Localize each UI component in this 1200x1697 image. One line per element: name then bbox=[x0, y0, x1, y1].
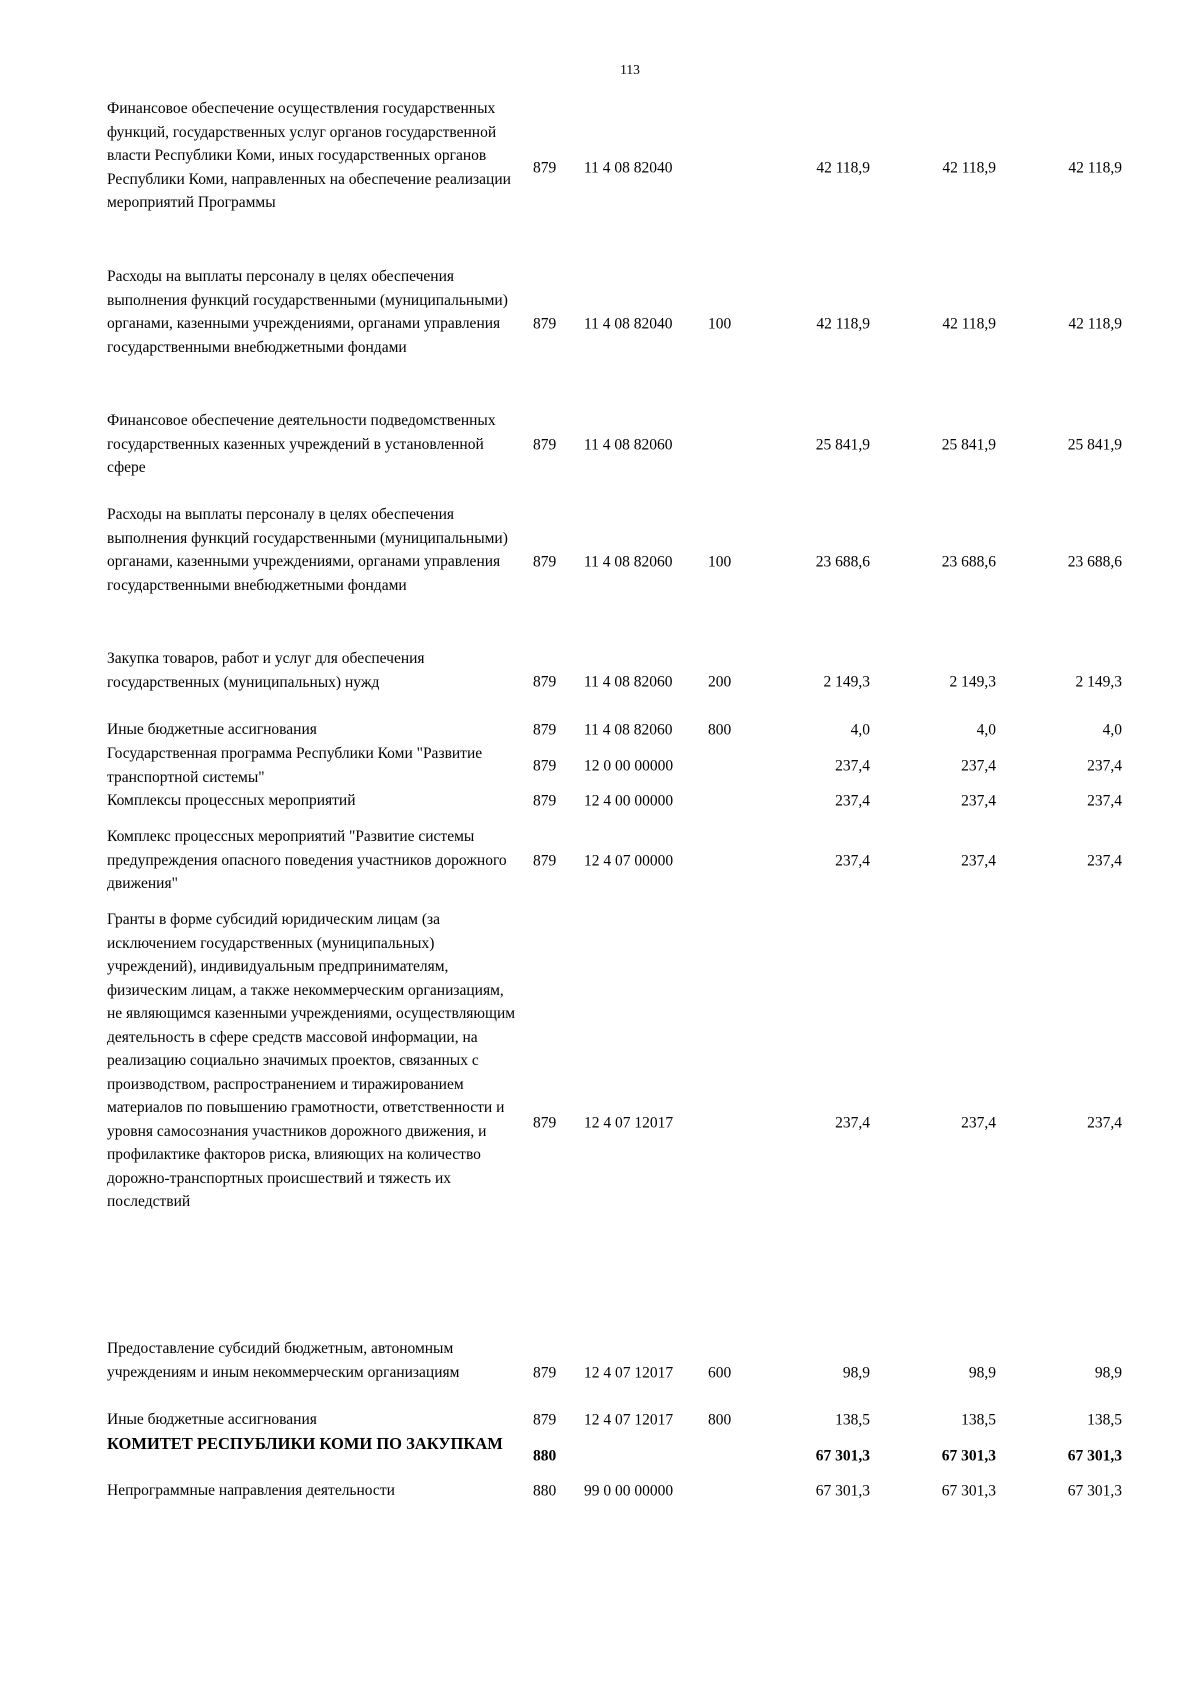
row-expense-type: 100 bbox=[708, 315, 732, 333]
table-row bbox=[0, 1408, 1200, 1432]
row-expense-type: 200 bbox=[708, 673, 732, 691]
table-row-department bbox=[0, 1432, 1200, 1479]
row-value-3: 67 301,3 bbox=[1067, 1446, 1122, 1464]
row-target-article: 11 4 08 82060 bbox=[584, 435, 673, 453]
table-row bbox=[0, 1479, 1200, 1503]
row-value-2: 98,9 bbox=[968, 1363, 996, 1381]
row-value-3: 25 841,9 bbox=[1067, 435, 1122, 453]
row-code: 879 bbox=[533, 792, 557, 810]
row-target-article: 12 4 07 12017 bbox=[584, 1114, 674, 1132]
row-description: Иные бюджетные ассигнования bbox=[107, 721, 317, 738]
row-description: Иные бюджетные ассигнования bbox=[107, 1411, 317, 1428]
row-value-2: 237,4 bbox=[961, 792, 996, 810]
row-target-article: 11 4 08 82040 bbox=[584, 158, 673, 176]
row-value-2: 23 688,6 bbox=[941, 553, 996, 571]
table-row bbox=[0, 825, 1200, 896]
row-value-3: 98,9 bbox=[1094, 1363, 1122, 1381]
row-target-article: 11 4 08 82060 bbox=[584, 673, 673, 691]
row-value-1: 138,5 bbox=[835, 1411, 870, 1429]
row-code: 879 bbox=[533, 1363, 557, 1381]
page-number: 113 bbox=[620, 62, 640, 77]
row-description: Финансовое обеспечение осуществления государственных функций, государственных услуг органов государственной власти Республики Коми, иных государственных органов Республики Коми, направленных на обеспечение реализации мероприятий Программы bbox=[107, 100, 511, 211]
row-code: 879 bbox=[533, 435, 557, 453]
table-row bbox=[0, 1337, 1200, 1408]
row-value-3: 237,4 bbox=[1087, 1114, 1122, 1132]
row-value-2: 237,4 bbox=[961, 1114, 996, 1132]
row-value-1: 25 841,9 bbox=[815, 435, 870, 453]
row-value-3: 138,5 bbox=[1087, 1411, 1122, 1429]
row-value-1: 67 301,3 bbox=[815, 1482, 870, 1500]
row-target-article: 11 4 08 82040 bbox=[584, 315, 673, 333]
row-target-article: 11 4 08 82060 bbox=[584, 553, 673, 571]
row-code: 879 bbox=[533, 1114, 557, 1132]
row-code: 879 bbox=[533, 756, 557, 774]
table-row bbox=[0, 409, 1200, 480]
row-value-2: 42 118,9 bbox=[942, 315, 996, 333]
row-code: 879 bbox=[533, 553, 557, 571]
row-code: 879 bbox=[533, 315, 557, 333]
row-description: Непрограммные направления деятельности bbox=[107, 1482, 395, 1499]
row-value-2: 138,5 bbox=[961, 1411, 996, 1429]
table-row bbox=[0, 97, 1200, 238]
row-target-article: 12 4 07 12017 bbox=[584, 1363, 674, 1381]
row-code: 880 bbox=[533, 1482, 557, 1500]
row-value-3: 2 149,3 bbox=[1075, 673, 1122, 691]
row-description: КОМИТЕТ РЕСПУБЛИКИ КОМИ ПО ЗАКУПКАМ bbox=[107, 1434, 503, 1453]
table-row bbox=[0, 789, 1200, 813]
row-value-2: 4,0 bbox=[976, 721, 996, 739]
row-value-2: 25 841,9 bbox=[941, 435, 996, 453]
table-row bbox=[0, 718, 1200, 742]
row-description: Комплекс процессных мероприятий "Развитие системы предупреждения опасного поведения участников дорожного движения" bbox=[107, 828, 507, 892]
row-value-3: 237,4 bbox=[1087, 851, 1122, 869]
row-value-1: 67 301,3 bbox=[815, 1446, 870, 1464]
row-target-article: 12 0 00 00000 bbox=[584, 756, 674, 774]
table-row bbox=[0, 503, 1200, 621]
row-value-1: 237,4 bbox=[835, 792, 870, 810]
row-description: Предоставление субсидий бюджетным, автономным учреждениям и иным некоммерческим организациям bbox=[107, 1340, 460, 1381]
row-target-article: 12 4 00 00000 bbox=[584, 792, 674, 810]
row-value-2: 67 301,3 bbox=[941, 1446, 996, 1464]
row-value-1: 237,4 bbox=[835, 851, 870, 869]
row-code: 879 bbox=[533, 1411, 557, 1429]
row-value-2: 237,4 bbox=[961, 851, 996, 869]
row-value-1: 237,4 bbox=[835, 1114, 870, 1132]
row-value-1: 42 118,9 bbox=[816, 158, 870, 176]
row-description: Расходы на выплаты персоналу в целях обеспечения выполнения функций государственными (муниципальными) органами, казенными учреждениями, органами управления государственными внебюджетными фондами bbox=[107, 506, 508, 594]
row-value-3: 4,0 bbox=[1102, 721, 1122, 739]
row-description: Государственная программа Республики Коми "Развитие транспортной системы" bbox=[107, 745, 483, 786]
row-value-2: 42 118,9 bbox=[942, 158, 996, 176]
row-expense-type: 800 bbox=[708, 721, 732, 739]
row-description: Расходы на выплаты персоналу в целях обеспечения выполнения функций государственными (муниципальными) органами, казенными учреждениями, органами управления государственными внебюджетными фондами bbox=[107, 268, 508, 356]
row-code: 879 bbox=[533, 673, 557, 691]
row-value-3: 67 301,3 bbox=[1067, 1482, 1122, 1500]
row-value-1: 42 118,9 bbox=[816, 315, 870, 333]
row-value-1: 2 149,3 bbox=[823, 673, 870, 691]
row-value-3: 42 118,9 bbox=[1068, 315, 1122, 333]
row-description: Закупка товаров, работ и услуг для обеспечения государственных (муниципальных) нужд bbox=[107, 650, 425, 691]
row-value-3: 237,4 bbox=[1087, 792, 1122, 810]
row-value-2: 237,4 bbox=[961, 756, 996, 774]
row-description: Финансовое обеспечение деятельности подведомственных государственных казенных учреждений в установленной сфере bbox=[107, 412, 496, 476]
table-row bbox=[0, 908, 1200, 1237]
row-value-2: 67 301,3 bbox=[941, 1482, 996, 1500]
row-target-article: 99 0 00 00000 bbox=[584, 1482, 674, 1500]
row-value-1: 98,9 bbox=[842, 1363, 870, 1381]
row-expense-type: 600 bbox=[708, 1363, 732, 1381]
row-value-2: 2 149,3 bbox=[949, 673, 996, 691]
row-value-1: 237,4 bbox=[835, 756, 870, 774]
row-code: 880 bbox=[533, 1446, 557, 1464]
row-value-1: 4,0 bbox=[850, 721, 870, 739]
table-row bbox=[0, 742, 1200, 789]
table-row bbox=[0, 265, 1200, 383]
row-value-3: 23 688,6 bbox=[1067, 553, 1122, 571]
row-target-article: 12 4 07 00000 bbox=[584, 851, 674, 869]
row-code: 879 bbox=[533, 851, 557, 869]
row-value-3: 42 118,9 bbox=[1068, 158, 1122, 176]
table-row bbox=[0, 647, 1200, 694]
row-code: 879 bbox=[533, 721, 557, 739]
row-description: Комплексы процессных мероприятий bbox=[107, 792, 356, 809]
row-expense-type: 800 bbox=[708, 1411, 732, 1429]
row-expense-type: 100 bbox=[708, 553, 732, 571]
row-value-1: 23 688,6 bbox=[815, 553, 870, 571]
row-target-article: 11 4 08 82060 bbox=[584, 721, 673, 739]
row-code: 879 bbox=[533, 158, 557, 176]
row-description: Гранты в форме субсидий юридическим лицам (за исключением государственных (муниципальных) учреждений), индивидуальным предпринимателям, физическим лицам, а также некоммерческим организациям, не являющимся казенными учреждениями, осуществляющим деятельность в сфере средств массовой информации, на реализацию социально значимых проектов, связанных с производством, распространением и тиражированием материалов по повышению грамотности, ответственности и уровня самосознания участников дорожного движения, и профилактике факторов риска, влияющих на количество дорожно-транспортных происшествий и тяжесть их последствий bbox=[107, 911, 516, 1210]
row-target-article: 12 4 07 12017 bbox=[584, 1411, 674, 1429]
row-value-3: 237,4 bbox=[1087, 756, 1122, 774]
